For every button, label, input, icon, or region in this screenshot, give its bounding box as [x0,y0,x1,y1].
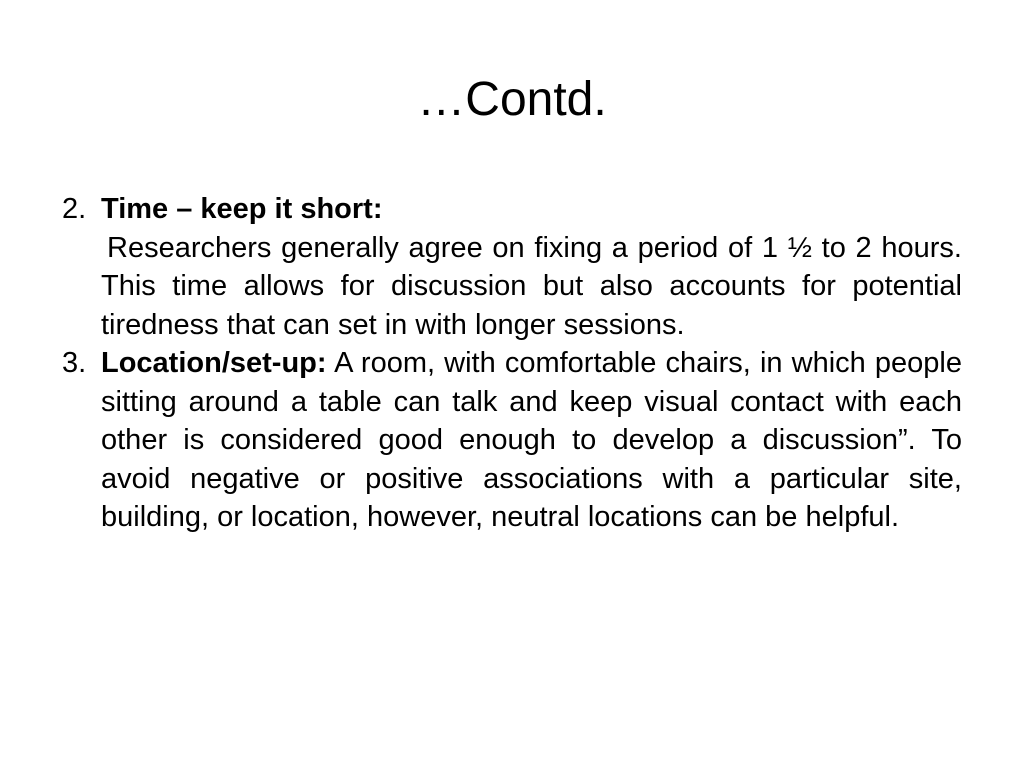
list-item-time [62,190,962,344]
slide-body [62,190,962,537]
item-number: 2. [62,193,87,225]
item-heading-line [101,190,962,229]
item-paragraph [101,344,962,537]
item-text: A room, with comfortable chairs, in which people sitting around a table can talk and keep visual contact with each other is considered good enough to develop a discussion”. To avoid negative or positive associations with a particular site, building, or location, however, neutral locations can be helpful. [101,347,962,533]
slide-title: …Contd. [417,73,607,126]
item-number: 3. [62,347,87,379]
item-heading: Time – keep it short: [101,193,383,225]
item-text: Researchers generally agree on fixing a period of 1 ½ to 2 hours. This time allows for discussion but also accounts for potential tiredness that can set in with longer sessions. [101,231,962,341]
item-heading: Location/set-up: [101,347,327,379]
list-item-location [62,344,962,537]
